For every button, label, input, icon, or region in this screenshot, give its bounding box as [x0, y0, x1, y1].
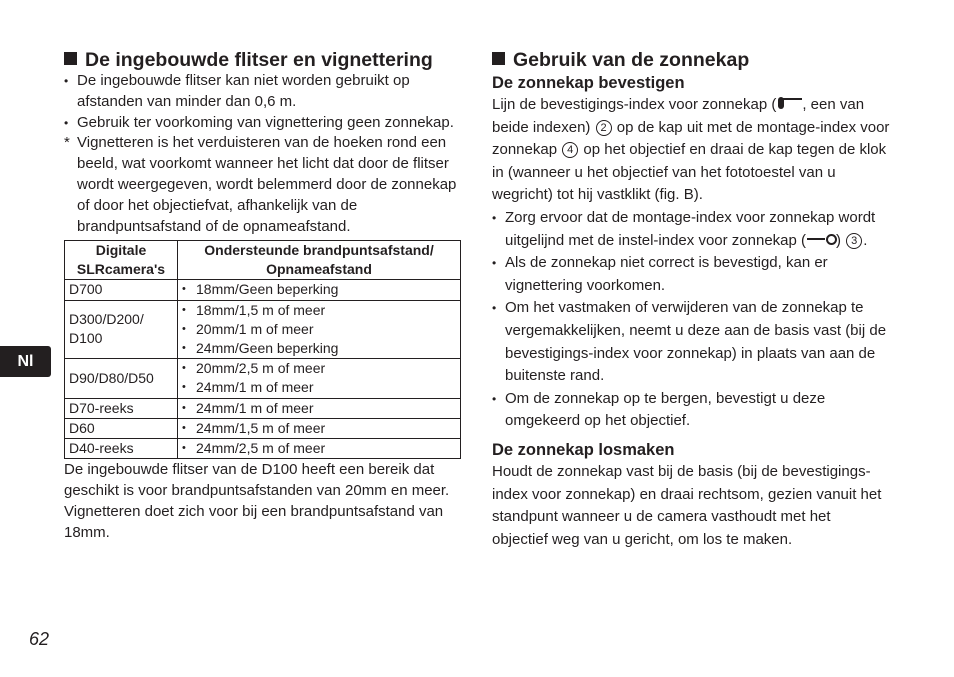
flash-vignetting-heading: De ingebouwde flitser en vignettering [64, 49, 461, 71]
column-header-focal-range: Ondersteunde brandpuntsafstand/ Opnameafstand [178, 241, 461, 280]
section-square-icon [64, 52, 77, 65]
right-column [492, 49, 890, 551]
asterisk-marker: * [64, 134, 70, 152]
page-number: 62 [29, 629, 50, 649]
callout-number: 2 [596, 120, 612, 136]
camera-cell: D70-reeks [65, 398, 178, 418]
left-column [64, 49, 461, 543]
vignetting-footnote: * Vignetteren is het verduisteren van de hoeken rond een beeld, wat voorkomt wanneer het licht dat door de flitser wordt weergegeven, wordt belemmerd door de zonnekap of door het objectiefvat, afhankelijk van de brandpuntsafstand of de opnameafstand. [64, 134, 457, 235]
range-cell: • 24mm/1,5 m of meer [178, 418, 461, 438]
callout-number: 3 [846, 233, 862, 249]
remove-paragraph: Houdt de zonnekap vast bij de basis (bij de bevestigings-index voor zonnekap) en draai rechtsom, gezien vanuit het standpunt wanneer u de camera vasthoudt met het objectief weg van u gericht, om los te maken. [492, 462, 882, 548]
section-square-icon [492, 52, 505, 65]
table-header-row [65, 241, 461, 280]
range-cell: • 18mm/1,5 m of meer • 20mm/1 m of meer • 24mm/Geen beperking [178, 300, 461, 359]
table-row [65, 439, 461, 459]
table-row [65, 359, 461, 398]
attach-paragraph: Lijn de bevestigings-index voor zonnekap ( , een van beide indexen) 2 op de kap uit met de montage-index voor zonnekap 4 op het objectief en draai de kap tegen de klok in (wanneer u het objectief van het fototoestel van u wegricht) tot hij vastklikt (fig. B). [492, 96, 890, 204]
table-row [65, 280, 461, 300]
camera-cell: D700 [65, 280, 178, 300]
camera-cell: D90/D80/D50 [65, 359, 178, 398]
camera-cell: D40-reeks [65, 439, 178, 459]
mount-index-icon [806, 232, 836, 246]
attach-bullet-list [492, 207, 890, 433]
list-item: • Gebruik ter voorkoming van vignettering geen zonnekap. [64, 113, 461, 134]
lens-hood-heading: Gebruik van de zonnekap [492, 49, 890, 71]
column-header-camera: Digitale SLRcamera's [65, 241, 178, 280]
list-item: • Als de zonnekap niet correct is bevestigd, kan er vignettering voorkomen. [492, 252, 890, 297]
table-row [65, 300, 461, 359]
language-tab: Nl [0, 346, 51, 377]
hood-index-icon [776, 96, 802, 110]
table-row [65, 398, 461, 418]
camera-cell: D300/D200/ D100 [65, 300, 178, 359]
d100-note-paragraph: De ingebouwde flitser van de D100 heeft een bereik dat geschikt is voor brandpuntsafstanden van 20mm en meer. Vignetteren doet zich voor bij een brandpuntsafstand van 18mm. [64, 461, 450, 541]
list-item: • Om de zonnekap op te bergen, bevestigt u deze omgekeerd op het objectief. [492, 388, 890, 433]
compatibility-table [64, 240, 461, 459]
camera-cell: D60 [65, 418, 178, 438]
callout-number: 4 [562, 142, 578, 158]
range-cell: • 24mm/2,5 m of meer [178, 439, 461, 459]
remove-subheading: De zonnekap losmaken [492, 440, 675, 459]
flash-bullet-list [64, 71, 461, 133]
range-cell: • 20mm/2,5 m of meer • 24mm/1 m of meer [178, 359, 461, 398]
range-cell: • 24mm/1 m of meer [178, 398, 461, 418]
range-cell: • 18mm/Geen beperking [178, 280, 461, 300]
list-item: • Zorg ervoor dat de montage-index voor zonnekap wordt uitgelijnd met de instel-index voor zonnekap ( ) 3 . [492, 207, 890, 252]
list-item: • De ingebouwde flitser kan niet worden gebruikt op afstanden van minder dan 0,6 m. [64, 71, 461, 113]
attach-subheading: De zonnekap bevestigen [492, 74, 685, 92]
table-row [65, 418, 461, 438]
list-item: • Om het vastmaken of verwijderen van de zonnekap te vergemakkelijken, neemt u deze aan de basis vast (bij de bevestigings-index voor zonnekap) in plaats van aan de buitenste rand. [492, 297, 890, 387]
